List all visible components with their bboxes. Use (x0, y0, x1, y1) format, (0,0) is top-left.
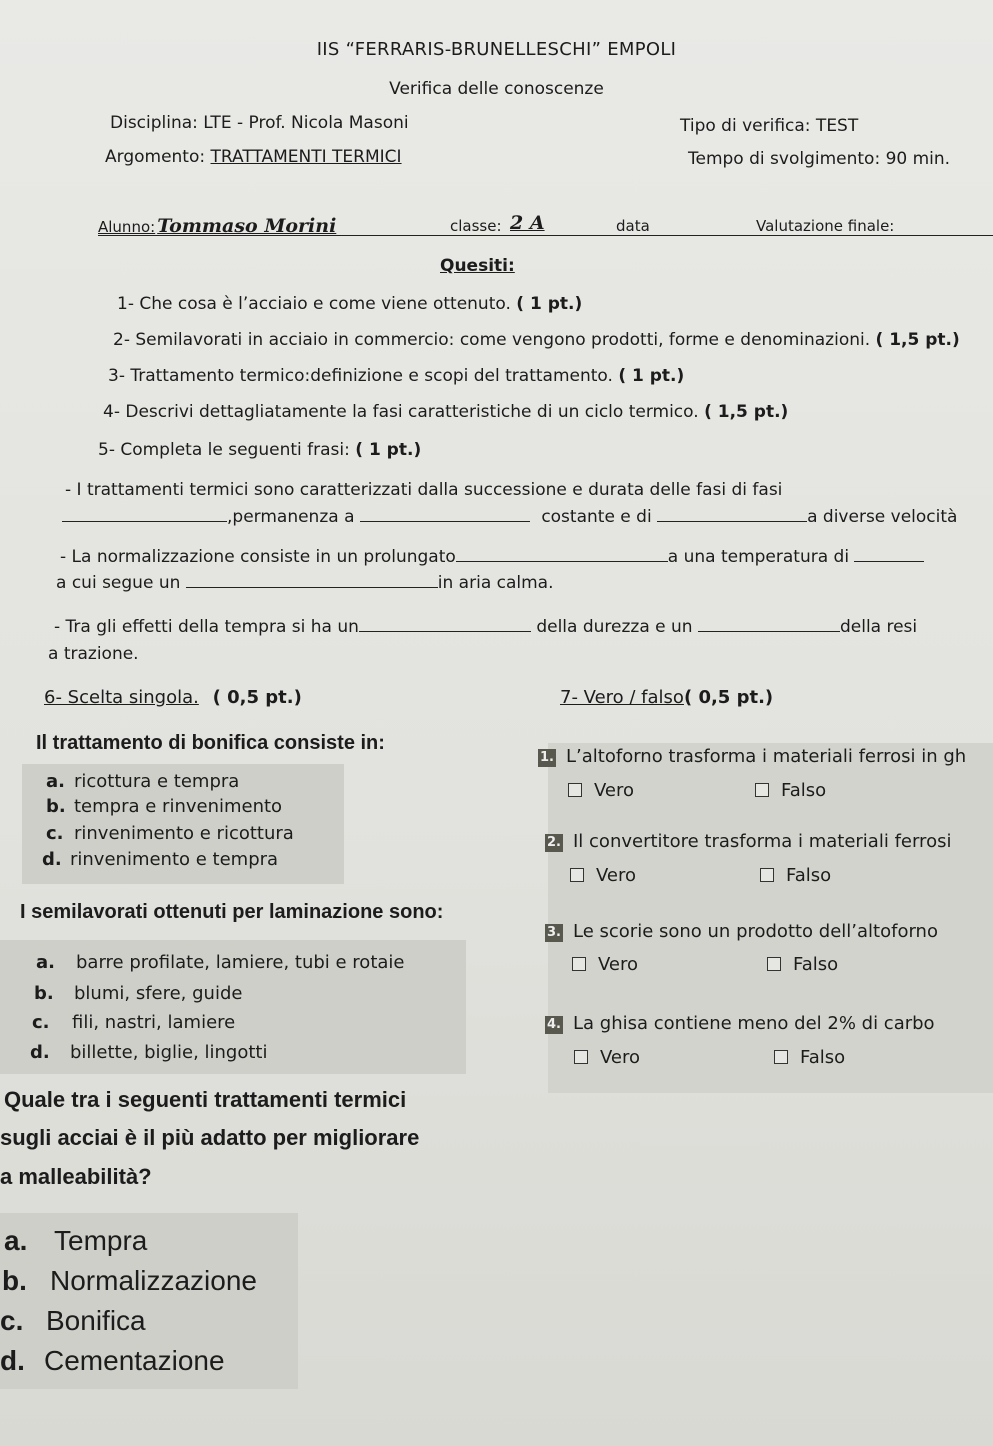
tf-item-4: 4. La ghisa contiene meno del 2% di carbo (547, 1013, 935, 1034)
mc-3-stem-line-2: sugli acciai è il più adatto per migliorare (0, 1125, 420, 1150)
topic-label: Argomento: (105, 147, 211, 167)
checkbox[interactable] (572, 957, 586, 971)
tf-1-false[interactable]: Falso (755, 779, 826, 803)
checkbox[interactable] (755, 783, 769, 797)
checkbox[interactable] (774, 1050, 788, 1064)
blank-field[interactable] (698, 617, 840, 632)
class-label: classe: (450, 217, 502, 235)
grade-label: Valutazione finale: (756, 217, 895, 235)
duration: Tempo di svolgimento: 90 min. (688, 149, 951, 169)
checkbox[interactable] (574, 1050, 588, 1064)
blank-field[interactable] (854, 547, 924, 562)
sentence-3-line-1: - Tra gli effetti della tempra si ha un della durezza e un della resi (54, 617, 918, 637)
tf-item-1: 1. L’altoforno trasforma i materiali ferrosi in gh (540, 746, 967, 767)
sentence-3-line-2: a trazione. (48, 644, 139, 664)
mc-3-option-a[interactable]: a. Tempra (4, 1225, 148, 1256)
checkbox[interactable] (767, 957, 781, 971)
checkbox[interactable] (760, 868, 774, 882)
q7-title: 7- Vero / falso( 0,5 pt.) (560, 687, 774, 708)
mc-2-option-a[interactable]: a. barre profilate, lamiere, tubi e rotaie (36, 952, 405, 973)
tf-item-2: 2. Il convertitore trasforma i materiali ferrosi (547, 831, 952, 852)
class-value[interactable]: 2 A (510, 212, 545, 234)
blank-field[interactable] (657, 507, 807, 522)
blank-field[interactable] (456, 547, 668, 562)
blank-field[interactable] (360, 507, 530, 522)
tf-3-false[interactable]: Falso (767, 953, 838, 977)
section-title: Quesiti: (440, 256, 515, 276)
blank-field[interactable] (359, 617, 531, 632)
mc-3-stem-line-1: Quale tra i seguenti trattamenti termici (4, 1087, 407, 1112)
tf-4-true[interactable]: Vero (574, 1046, 640, 1070)
mc-1-stem: Il trattamento di bonifica consiste in: (36, 732, 385, 754)
mc-3-option-b[interactable]: b. Normalizzazione (2, 1265, 257, 1296)
mc-1-option-a[interactable]: a. ricottura e tempra (46, 771, 240, 792)
tf-item-3: 3. Le scorie sono un prodotto dell’altoforno (547, 921, 938, 942)
topic-value: TRATTAMENTI TERMICI (210, 147, 402, 167)
question-3: 3- Trattamento termico:definizione e scopi del trattamento. ( 1 pt.) (108, 366, 685, 386)
checkbox[interactable] (568, 783, 582, 797)
test-subtitle: Verifica delle conoscenze (389, 79, 604, 99)
mc-2-option-d[interactable]: d. billette, biglie, lingotti (30, 1042, 268, 1063)
sentence-2-line-2: a cui segue un in aria calma. (56, 573, 554, 593)
question-5: 5- Completa le seguenti frasi: ( 1 pt.) (98, 440, 422, 460)
student-name[interactable]: Tommaso Morini (157, 215, 337, 237)
blank-field[interactable] (62, 507, 227, 522)
sentence-1-line-2: ,permanenza a costante e di a diverse velocità (62, 506, 957, 528)
name-label: Alunno: (98, 218, 156, 236)
tf-2-true[interactable]: Vero (570, 864, 636, 888)
date-label: data (616, 217, 650, 235)
q6-title: 6- Scelta singola. ( 0,5 pt.) (44, 687, 302, 708)
question-1: 1- Che cosa è l’acciaio e come viene ottenuto. ( 1 pt.) (117, 294, 583, 314)
student-line (98, 212, 993, 237)
mc-1-option-d[interactable]: d. rinvenimento e tempra (42, 849, 279, 870)
tf-4-false[interactable]: Falso (774, 1046, 845, 1070)
mc-2-option-c[interactable]: c. fili, nastri, lamiere (32, 1012, 236, 1033)
sentence-1-line-1: - I trattamenti termici sono caratterizzati dalla successione e durata delle fasi di fasi (65, 480, 783, 500)
school-name: IIS “FERRARIS-BRUNELLESCHI” EMPOLI (316, 39, 677, 60)
mc-1-option-b[interactable]: b. tempra e rinvenimento (46, 796, 283, 817)
mc-1-option-c[interactable]: c. rinvenimento e ricottura (46, 823, 294, 844)
blank-field[interactable] (186, 573, 438, 588)
mc-2-stem: I semilavorati ottenuti per laminazione sono: (20, 901, 444, 923)
question-4: 4- Descrivi dettagliatamente la fasi caratteristiche di un ciclo termico. ( 1,5 pt.) (103, 402, 789, 422)
question-2: 2- Semilavorati in acciaio in commercio: come vengono prodotti, forme e denominazioni. ( 1,5 pt.) (113, 330, 960, 350)
mc-3-option-c[interactable]: c. Bonifica (0, 1305, 146, 1336)
tf-2-false[interactable]: Falso (760, 864, 831, 888)
tf-1-true[interactable]: Vero (568, 779, 634, 803)
mc-2-option-b[interactable]: b. blumi, sfere, guide (34, 983, 243, 1004)
sentence-2-line-1: - La normalizzazione consiste in un prolungato a una temperatura di (60, 546, 924, 568)
tf-3-true[interactable]: Vero (572, 953, 638, 977)
topic-line (105, 146, 408, 168)
checkbox[interactable] (570, 868, 584, 882)
discipline: Disciplina: LTE - Prof. Nicola Masoni (110, 113, 409, 133)
test-type: Tipo di verifica: TEST (680, 116, 859, 136)
mc-3-stem-line-3: a malleabilità? (0, 1164, 152, 1189)
mc-3-option-d[interactable]: d. Cementazione (0, 1345, 225, 1376)
